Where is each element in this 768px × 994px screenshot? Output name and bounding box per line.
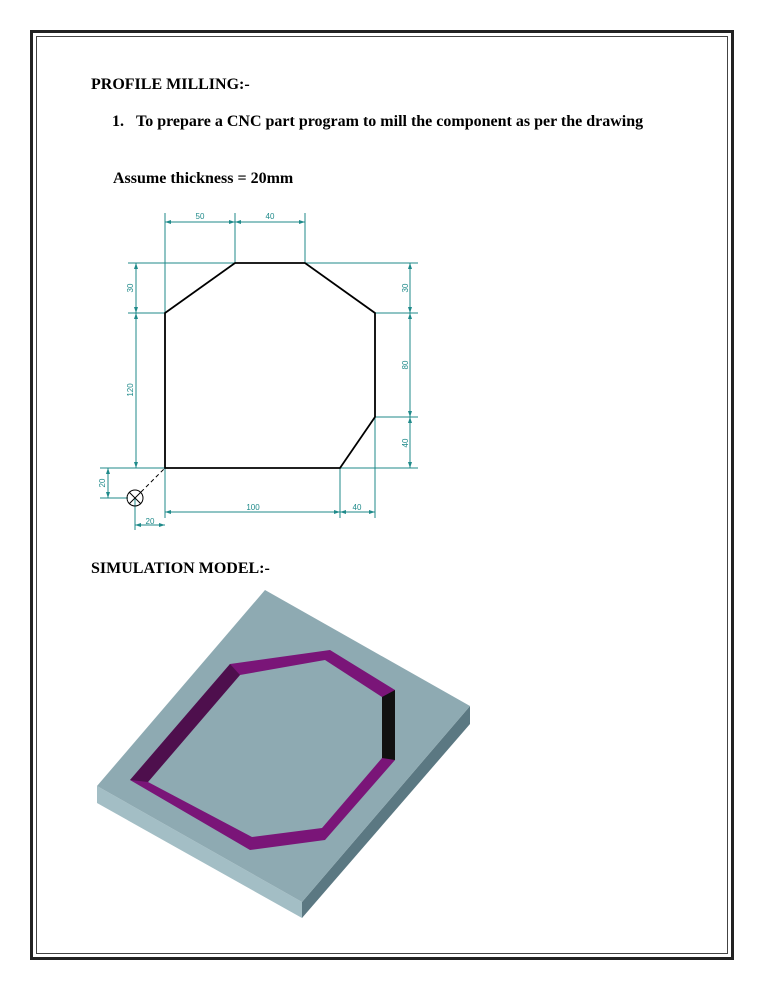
profile-outline	[165, 263, 375, 468]
dim-left-main: 120	[126, 383, 135, 397]
dim-right-upper: 30	[401, 283, 410, 293]
dim-origin-x: 20	[145, 517, 155, 526]
task-item	[112, 110, 672, 133]
origin-symbol	[127, 468, 165, 506]
dim-bottom-main: 100	[246, 503, 260, 512]
assume-thickness: Assume thickness = 20mm	[113, 170, 294, 187]
dim-left-upper: 30	[126, 283, 135, 293]
dim-origin-y: 20	[98, 478, 107, 488]
dim-bottom-right: 40	[352, 503, 362, 512]
simulation-model-heading: SIMULATION MODEL:-	[91, 560, 270, 577]
dimension-labels	[98, 212, 410, 526]
dimension-lines	[100, 213, 418, 530]
profile-drawing	[90, 205, 430, 535]
dim-top-right: 40	[265, 212, 275, 221]
simulation-model	[90, 585, 480, 925]
task-text: To prepare a CNC part program to mill the component as per the drawing	[136, 113, 644, 130]
dim-right-lower: 40	[401, 438, 410, 448]
dim-right-mid: 80	[401, 360, 410, 370]
dim-top-left: 50	[195, 212, 205, 221]
groove-shadow	[382, 690, 395, 760]
task-number: 1.	[112, 113, 124, 130]
profile-milling-heading: PROFILE MILLING:-	[91, 76, 250, 93]
